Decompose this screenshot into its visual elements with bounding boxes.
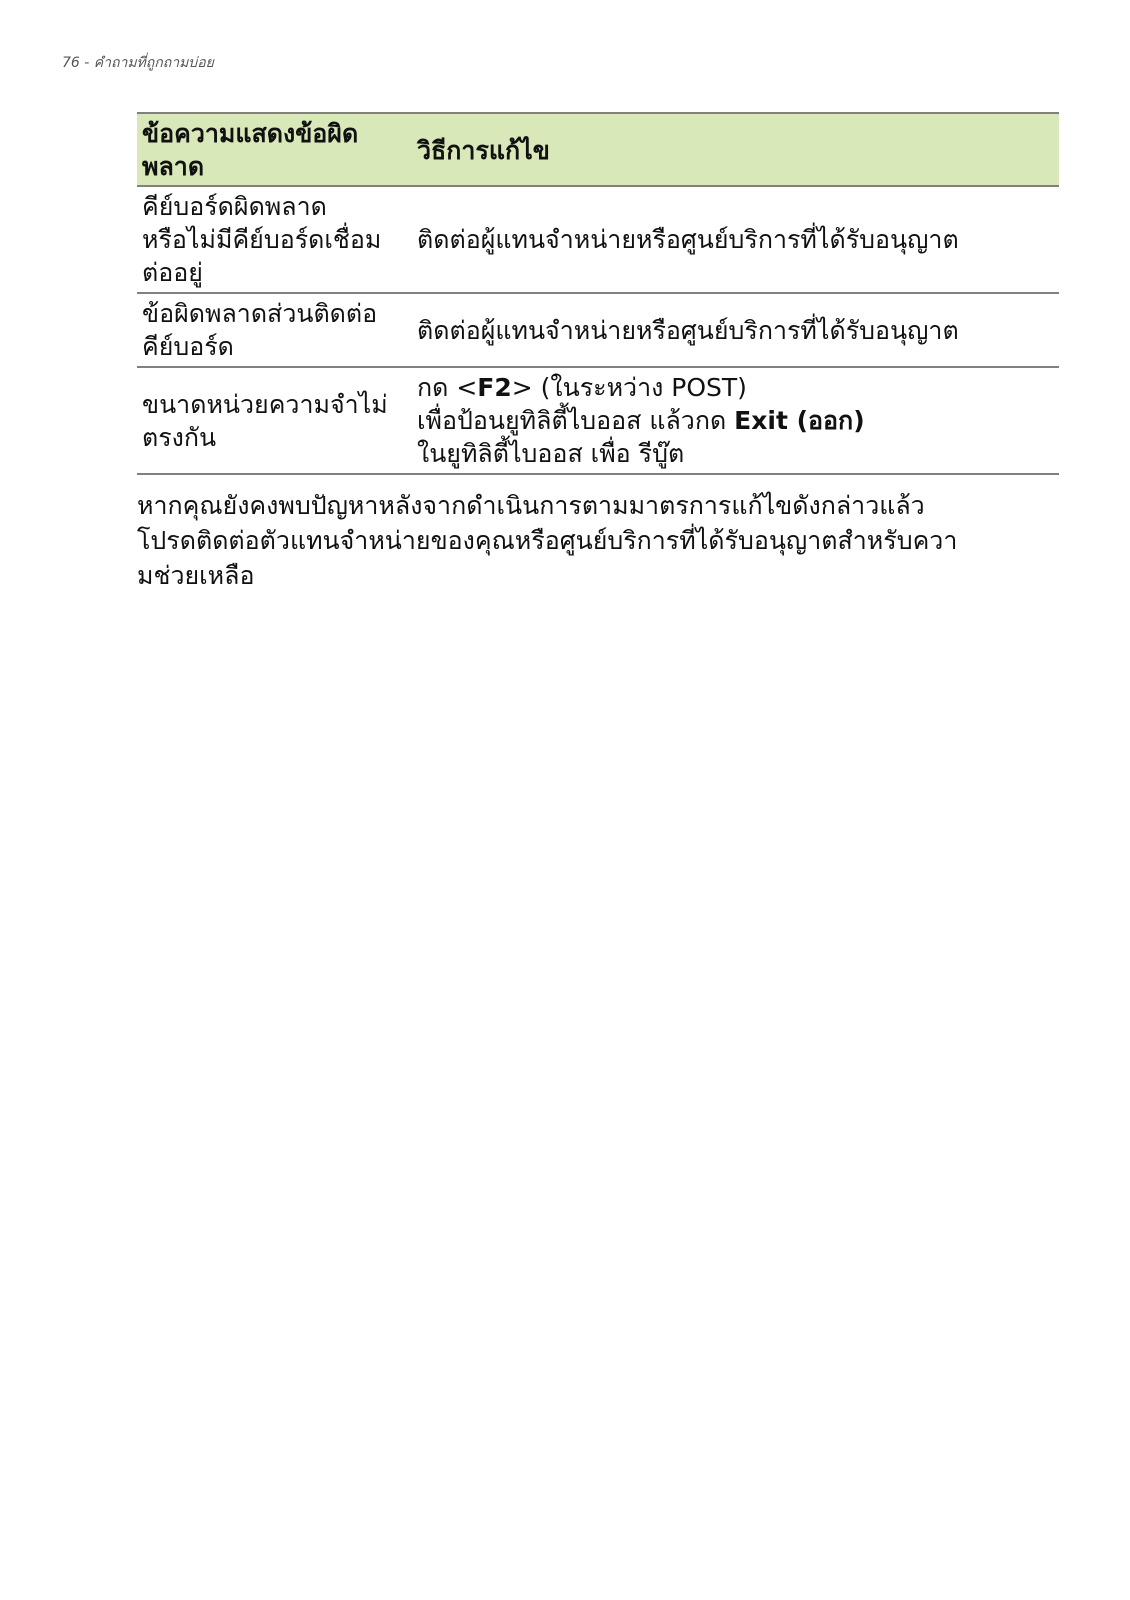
error-message-cell (137, 367, 412, 474)
cell-line (417, 371, 1053, 404)
footer-note (137, 488, 1059, 593)
cell-line: หรือไม่มีคีย์บอร์ดเชื่อม (142, 225, 382, 254)
header-line: พลาด (142, 152, 205, 181)
error-message-cell (137, 293, 412, 367)
footer-note-line: หากคุณยังคงพบปัญหาหลังจากดำเนินการตามมาตรการแก้ไขดังกล่าวแล้ว (137, 491, 925, 520)
table-row (137, 367, 1059, 474)
cell-line: ต่ออยู่ (142, 258, 203, 287)
header-line: วิธีการแก้ไข (417, 135, 550, 165)
press-text: กด < (417, 373, 478, 402)
enter-utility-text: เพื่อป้อนยูทิลิตี้ไบออส แล้วกด (417, 406, 735, 435)
cell-line: ตรงกัน (142, 422, 217, 452)
cell-line: คีย์บอร์ดผิดพลาด (142, 192, 327, 221)
footer-note-line: โปรดติดต่อตัวแทนจำหน่ายของคุณหรือศูนย์บริการที่ได้รับอนุญาตสำหรับควา (137, 526, 958, 555)
f2-key: F2 (477, 373, 512, 402)
error-message-cell (137, 186, 412, 293)
header-line: ข้อความแสดงข้อผิด (142, 119, 359, 148)
solution-cell (412, 367, 1059, 474)
during-post-text: > (ในระหว่าง POST) (511, 373, 747, 402)
cell-line: ในยูทิลิตี้ไบออส เพื่อ รีบู๊ต (417, 439, 685, 468)
solution-cell (412, 186, 1059, 293)
cell-line (417, 404, 1053, 437)
page-header: 76 - คำถามที่ถูกถามบ่อย (62, 55, 214, 71)
error-message-table (137, 112, 1059, 475)
table-header-row (137, 113, 1059, 186)
table-row (137, 293, 1059, 367)
table-row (137, 186, 1059, 293)
column-header-solution (412, 113, 1059, 186)
solution-cell (412, 293, 1059, 367)
cell-line: คีย์บอร์ด (142, 332, 234, 361)
exit-label: Exit (ออก) (734, 406, 865, 435)
cell-line: ติดต่อผู้แทนจำหน่ายหรือศูนย์บริการที่ได้รับอนุญาต (417, 225, 959, 254)
column-header-error-message (137, 113, 412, 186)
cell-line: ขนาดหน่วยความจำไม่ (142, 389, 388, 419)
cell-line: ติดต่อผู้แทนจำหน่ายหรือศูนย์บริการที่ได้รับอนุญาต (417, 315, 959, 345)
cell-line: ข้อผิดพลาดส่วนติดต่อ (142, 299, 378, 328)
footer-note-line: มช่วยเหลือ (137, 561, 255, 590)
